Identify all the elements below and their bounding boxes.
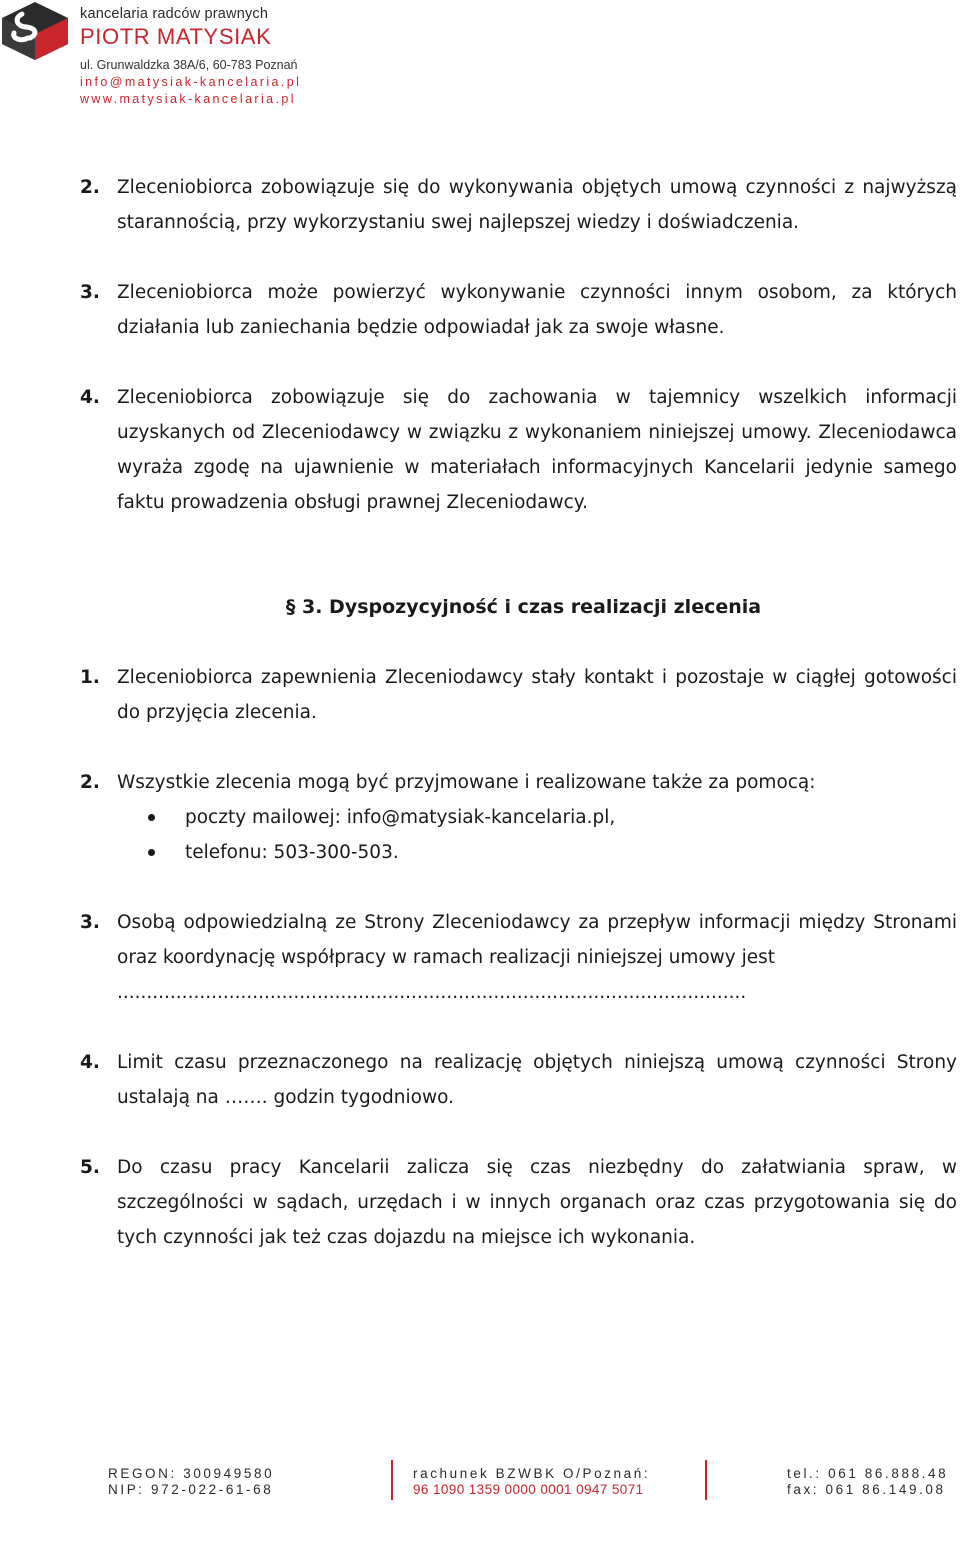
clause-2 [80, 170, 957, 240]
s3-clause-1 [80, 660, 957, 730]
nip-number: NIP: 972-022-61-68 [108, 1482, 274, 1497]
clause-number: 3. [80, 912, 100, 933]
s3-clause-5 [80, 1150, 957, 1255]
bank-label: rachunek BZWBK O/Poznań: [413, 1466, 651, 1481]
clause-text: Osobą odpowiedzialną ze Strony Zleceniodawcy za przepływ informacji między Stronami oraz koordynację współpracy w ramach realizacji niniejszej umowy jest [117, 912, 957, 968]
footer-registration [108, 1466, 274, 1498]
clause-number: 1. [80, 667, 100, 688]
footer-divider [391, 1460, 393, 1500]
clause-text: Zleceniobiorca zobowiązuje się do zachowania w tajemnicy wszelkich informacji uzyskanych od Zleceniodawcy w związku z wykonaniem niniejszej umowy. Zleceniodawca wyraża zgodę na ujawnienie w materiałach informacyjnych Kancelarii jedynie samego faktu prowadzenia obsługi prawnej Zleceniodawcy. [117, 387, 957, 513]
clause-number: 4. [80, 387, 100, 408]
clause-text: Zleceniobiorca zapewnienia Zleceniodawcy stały kontakt i pozostaje w ciągłej gotowości do przyjęcia zlecenia. [117, 667, 957, 723]
list-item-text: telefonu: 503-300-503. [185, 842, 399, 863]
letterhead-footer [0, 1460, 960, 1500]
clause-text: Zleceniobiorca zobowiązuje się do wykonywania objętych umową czynności z najwyższą starannością, przy wykorzystaniu swej najlepszej wiedzy i doświadczenia. [117, 177, 957, 233]
clause-text: Wszystkie zlecenia mogą być przyjmowane i realizowane także za pomocą: [117, 772, 816, 793]
s3-clause-3 [80, 905, 957, 1010]
list-item [117, 800, 957, 835]
bullet-icon [148, 849, 155, 856]
list-item-text: poczty mailowej: info@matysiak-kancelaria.pl, [185, 807, 616, 828]
section-heading: § 3. Dyspozycyjność i czas realizacji zlecenia [285, 596, 762, 618]
clause-number: 4. [80, 1052, 100, 1073]
firm-address: ul. Grunwaldzka 38A/6, 60-783 Poznań [80, 58, 298, 72]
clause-text: Limit czasu przeznaczonego na realizację objętych niniejszą umową czynności Strony ustalają na ……. godzin tygodniowo. [117, 1052, 957, 1108]
fill-in-blank: ........................................................................................................... [117, 982, 747, 1003]
contact-methods-list [80, 800, 957, 870]
clause-number: 5. [80, 1157, 100, 1178]
clause-text: Do czasu pracy Kancelarii zalicza się czas niezbędny do załatwiania spraw, w szczególności w sądach, urzędach i w innych organach oraz czas przygotowania się do tych czynności jak też czas dojazdu na miejsce ich wykonania. [117, 1157, 957, 1248]
document-body [80, 170, 957, 1255]
regon-number: REGON: 300949580 [108, 1466, 275, 1481]
s3-clause-2 [80, 765, 957, 800]
bank-account: 96 1090 1359 0000 0001 0947 5071 [413, 1482, 644, 1497]
list-item [117, 835, 957, 870]
phone-number: tel.: 061 86.888.48 [787, 1466, 949, 1481]
clause-3 [80, 275, 957, 345]
s3-clause-4 [80, 1045, 957, 1115]
clause-number: 2. [80, 177, 100, 198]
clause-number: 3. [80, 282, 100, 303]
clause-4 [80, 380, 957, 520]
clause-number: 2. [80, 772, 100, 793]
letterhead [0, 0, 320, 112]
firm-tagline: kancelaria radców prawnych [80, 6, 269, 22]
firm-website: www.matysiak-kancelaria.pl [80, 92, 296, 106]
footer-bank [413, 1466, 650, 1498]
footer-divider [705, 1460, 707, 1500]
clause-text: Zleceniobiorca może powierzyć wykonywanie czynności innym osobom, za których działania lub zaniechania będzie odpowiadał jak za swoje własne. [117, 282, 957, 338]
firm-logo-icon [0, 0, 70, 62]
fax-number: fax: 061 86.149.08 [787, 1482, 946, 1497]
bullet-icon [148, 814, 155, 821]
firm-name: PIOTR MATYSIAK [80, 24, 272, 49]
footer-phones [787, 1466, 948, 1498]
firm-email: info@matysiak-kancelaria.pl [80, 75, 302, 89]
